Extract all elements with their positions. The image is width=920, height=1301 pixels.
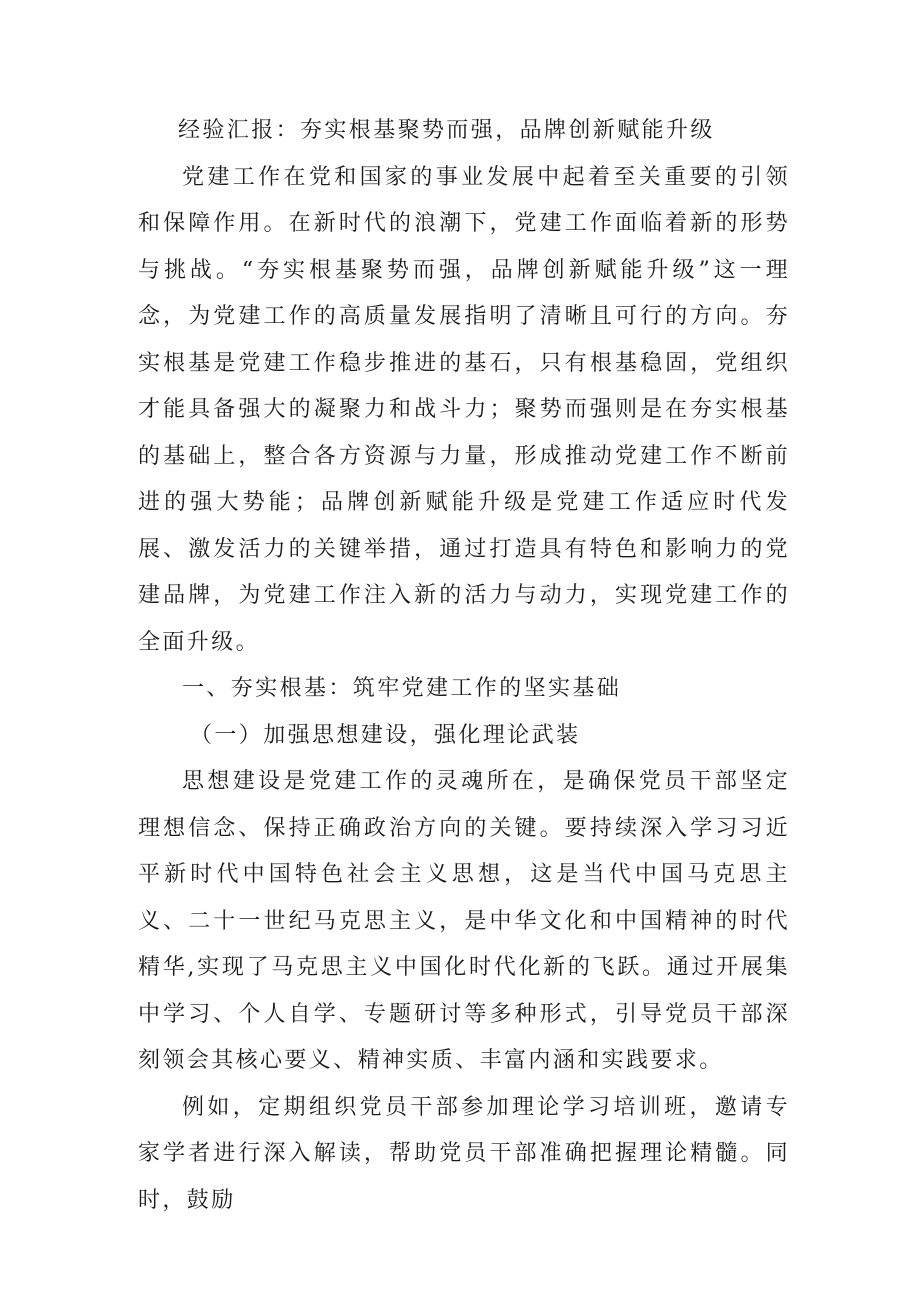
document-title: 经验汇报：夯实根基聚势而强，品牌创新赋能升级 xyxy=(178,118,715,143)
section-1-subheading-1: （一）加强思想建设，强化理论武装 xyxy=(190,722,581,748)
example-paragraph: 例如，定期组织党员干部参加理论学习培训班，邀请专家学者进行深入解读，帮助党员干部准确把握理论精髓。同时，鼓励 xyxy=(138,1094,790,1213)
intro-paragraph: 党建工作在党和国家的事业发展中起着至关重要的引领和保障作用。在新时代的浪潮下，党建工作面临着新的形势与挑战。“夯实根基聚势而强，品牌创新赋能升级”这一理念，为党建工作的高质量发展指明了清晰且可行的方向。夯实根基是党建工作稳步推进的基石，只有根基稳固，党组织才能具备强大的凝聚力和战斗力；聚势而强则是在夯实根基的基础上，整合各方资源与力量，形成推动党建工作不断前进的强大势能；品牌创新赋能升级是党建工作适应时代发展、激发活力的关键举措，通过打造具有特色和影响力的党建品牌，为党建工作注入新的活力与动力，实现党建工作的全面升级。 xyxy=(138,164,790,655)
section-1-heading: 一、夯实根基：筑牢党建工作的坚实基础 xyxy=(182,676,622,701)
thought-building-paragraph: 思想建设是党建工作的灵魂所在，是确保党员干部坚定理想信念、保持正确政治方向的关键。要持续深入学习习近平新时代中国特色社会主义思想，这是当代中国马克思主义、二十一世纪马克思主义，是中华文化和中国精神的时代精华,实现了马克思主义中国化时代化新的飞跃。通过开展集中学习、个人自学、专题研讨等多种形式，引导党员干部深刻领会其核心要义、精神实质、丰富内涵和实践要求。 xyxy=(138,769,790,1073)
